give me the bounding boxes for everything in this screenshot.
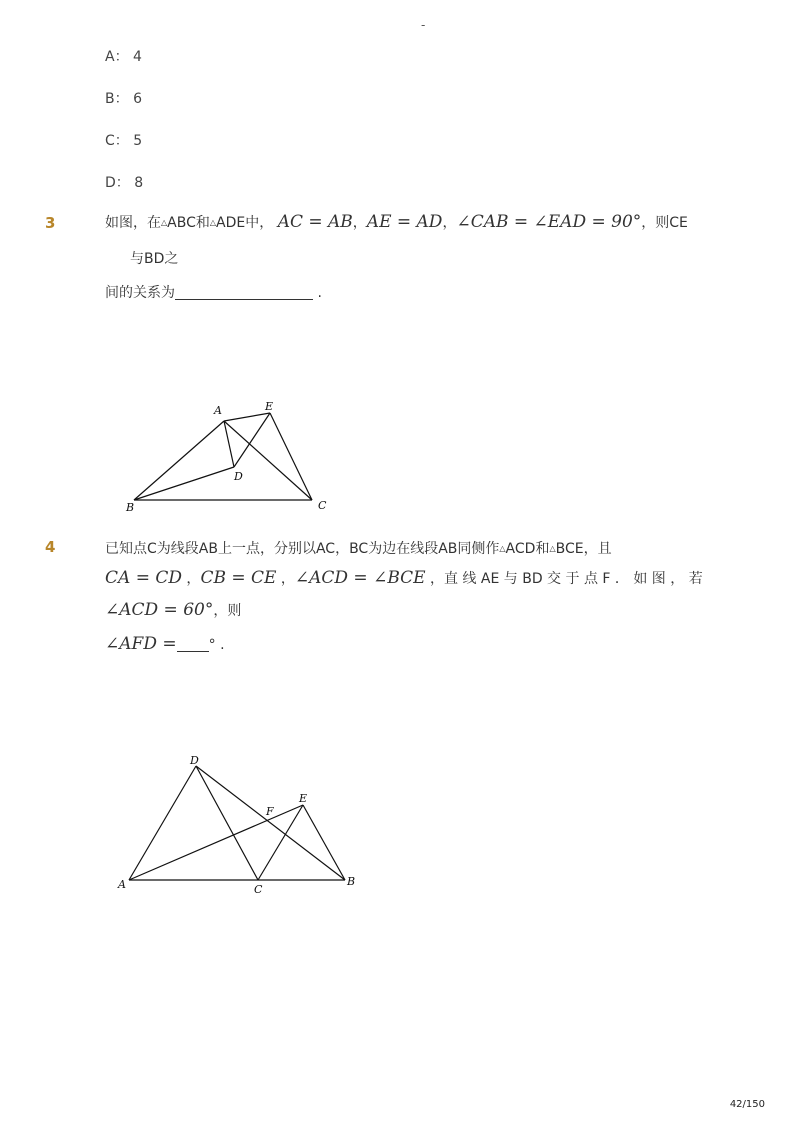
q4-period: . (220, 637, 225, 653)
q3-eq3: ∠CAB = ∠EAD = 90° (456, 212, 642, 232)
header-mark: - (421, 18, 426, 32)
q3-label-c: C (318, 499, 327, 512)
q4-eq1: CA = CD (105, 568, 182, 588)
q3-and: 和 (195, 215, 210, 231)
option-c-label: C： (105, 133, 129, 149)
q3-eq2: AE = AD (366, 212, 443, 232)
q3-tri1: ABC (167, 215, 196, 231)
q4-line3-tail: ，则 (213, 603, 242, 619)
q4-line2-tail: ，直 线 AE 与 BD 交 于 点 F ． 如 图 ， 若 (430, 571, 703, 587)
q4-label-d: D (190, 754, 199, 767)
q3-tri2: ADE (216, 215, 246, 231)
page-number: 42/150 (729, 1099, 765, 1110)
option-b-value: 6 (133, 91, 142, 107)
option-b-label: B： (105, 91, 129, 107)
q4-label-b: B (347, 875, 356, 888)
q4-label-e: E (299, 792, 308, 805)
q3-comma2: ， (442, 215, 457, 231)
q3-label-d: D (234, 470, 243, 483)
question-3-line-2: 与BD之 (130, 251, 179, 267)
q4-eq2: CB = CE (200, 568, 277, 588)
triangle-icon: △ (549, 544, 556, 553)
q3-prefix: 如图，在 (105, 215, 161, 231)
question-4-number: 4 (45, 538, 56, 556)
option-d-label: D： (105, 175, 130, 191)
q3-comma1: ， (352, 215, 367, 231)
triangle-icon: △ (161, 218, 168, 227)
q3-line3-text: 间的关系为 (105, 285, 175, 301)
q4-tri2: BCE (555, 541, 584, 557)
q3-label-b: B (126, 501, 135, 514)
segment-ae (129, 805, 303, 880)
question-3-number: 3 (45, 214, 56, 232)
q4-label-c: C (254, 883, 263, 896)
q4-degree: ° (208, 637, 216, 653)
q4-eq5: ∠AFD = (105, 634, 177, 654)
q3-tail: ，则CE (641, 215, 688, 231)
q4-line1-a: 已知点C为线段AB上一点，分别以AC，BC为边在线段AB同侧作 (105, 541, 500, 557)
q3-period: . (317, 285, 322, 301)
triangle-icon: △ (209, 218, 217, 227)
q3-label-e: E (265, 400, 274, 413)
question-4-line-2: CA = CD ，CB = CE ，∠ACD = ∠BCE ，直 线 AE 与 BD 交 于 点 F ． 如 图 ， 若 (105, 568, 703, 588)
q3-label-a: A (214, 404, 222, 417)
q4-label-a: A (118, 878, 126, 891)
q4-eq3: ∠ACD = ∠BCE (294, 568, 426, 588)
option-c-value: 5 (133, 133, 143, 149)
q4-label-f: F (266, 805, 274, 818)
q3-eq1: AC = AB (277, 212, 353, 232)
option-a-value: 4 (133, 49, 142, 65)
q3-mid: 中， (245, 215, 274, 231)
q4-line1-b: ，且 (583, 541, 612, 557)
segment-ad (129, 766, 196, 880)
segment-dc (196, 766, 258, 880)
q4-tri1: ACD (505, 541, 536, 557)
option-d-value: 8 (134, 175, 144, 191)
q4-and: 和 (535, 541, 550, 557)
segment-db (196, 766, 345, 880)
triangle-icon: △ (499, 544, 506, 553)
option-a-label: A： (105, 49, 129, 65)
segment-eb (303, 805, 345, 880)
q4-eq4: ∠ACD = 60° (105, 600, 214, 620)
